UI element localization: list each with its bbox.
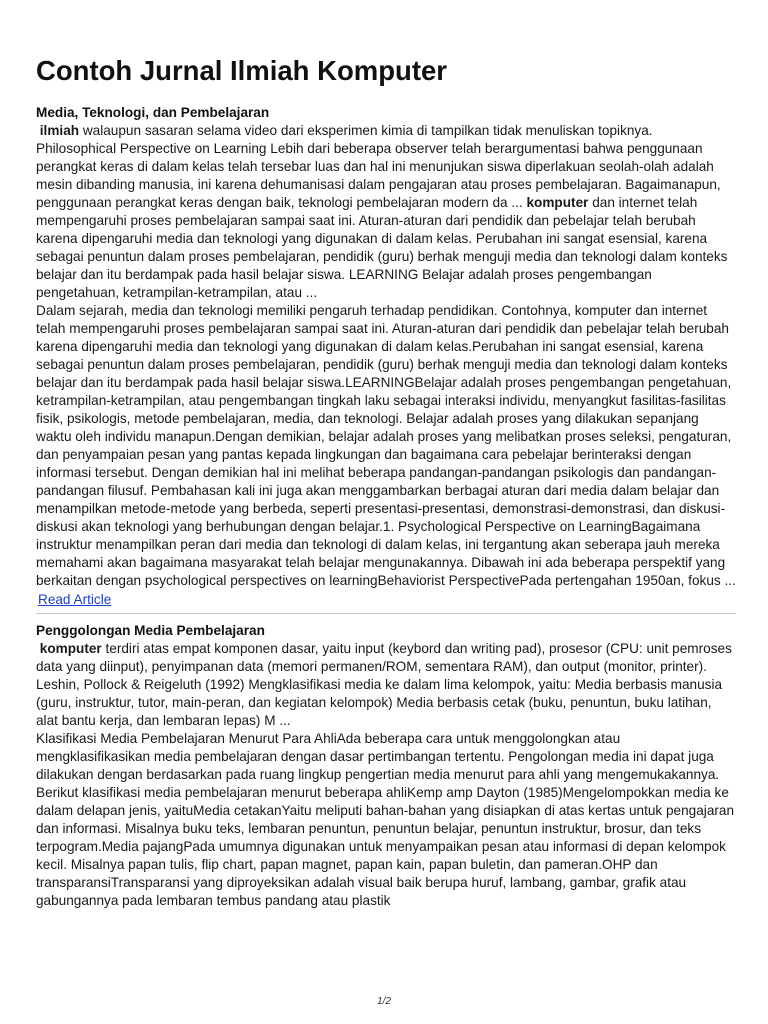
section-heading: Media, Teknologi, dan Pembelajaran	[36, 105, 270, 120]
snippet-text: terdiri atas empat komponen dasar, yaitu input (keybord dan writing pad), prosesor (CPU: unit pemroses data yang diinput), penyimpanan data (memori permanen/ROM, sementara RAM), dan output (monitor, printer). Leshin, Pollock & Reigeluth (1992) Mengklasifikasi media ke dalam lima kelompok, yaitu: Media berbasis manusia (guru, instruktur, tutor, main-peran, dan kegiatan kelompok) Media berbasis cetak (buku, penuntun, buku latihan, alat bantu kerja, dan lembaran lepas) M ...	[36, 641, 732, 728]
keyword-highlight: komputer	[39, 641, 102, 656]
page-number: 1/2	[377, 996, 391, 1007]
section-heading: Penggolongan Media Pembelajaran	[36, 623, 265, 638]
section-body: Dalam sejarah, media dan teknologi memiliki pengaruh terhadap pendidikan. Contohnya, komputer dan internet telah mempengaruhi proses pembelajaran sampai saat ini. Aturan-aturan dari pendidik dan pebelajar telah berubah karena dipengaruhi media dan teknologi yang digunakan di dalam kelas.Perubahan ini sangat esensial, karena sebagai penuntun dalam proses pembelajaran, pendidik (guru) berhak menguji media dan teknologi dalam konteks belajar dan itu berdampak pada hasil belajar siswa.LEARNINGBelajar adalah proses pengembangan pengetahuan, ketrampilan-ketrampilan, atau pengembangan tingkah laku sebagai interaksi individu, menyangkut fasilitas-fasilitas fisik, psikologis, metode pembelajaran, media, dan teknologi. Belajar adalah proses yang dilakukan sepanjang waktu oleh individu manapun.Dengan demikian, belajar adalah proses yang melibatkan proses seleksi, pengaturan, dan penyampaian pesan yang pantas kepada lingkungan dan bagaimana cara pebelajar berinteraksi dengan informasi tersebut. Dengan demikian hal ini melihat beberapa pandangan-pandangan psikologis dan pandangan-pandangan filusuf. Pembahasan kali ini juga akan menggambarkan berbagai aturan dari media dalam belajar dan menampilkan metode-metode yang berbeda, seperti presentasi-presentasi, demonstrasi-demonstrasi, dan diskusi-diskusi akan teknologi yang berhubungan dengan belajar.1. Psychological Perspective on LearningBagaimana instruktur menampilkan peran dari media dan teknologi di dalam kelas, ini tergantung akan seberapa jauh mereka memahami akan bagaimana masyarakat telah belajar mengunakannya. Dibawah ini ada beberapa perspektif yang berkaitan dengan psychological perspectives on learningBehaviorist PerspectivePada pertengahan 1950an, fokus ...	[36, 303, 736, 588]
section-snippet	[36, 640, 736, 730]
section-snippet	[36, 122, 736, 302]
read-article-link[interactable]: Read Article	[38, 592, 112, 607]
snippet-text: dan internet telah mempengaruhi proses pembelajaran sampai saat ini. Aturan-aturan dari pendidik dan pebelajar telah berubah karena dipengaruhi media dan teknologi yang digunakan di dalam kelas. Perubahan ini sangat esensial, karena sebagai penuntun dalam proses pembelajaran, pendidik (guru) berhak menguji media dan teknologi dalam konteks belajar dan itu berdampak pada hasil belajar siswa. LEARNING Belajar adalah proses pengembangan pengetahuan, ketrampilan-ketrampilan, atau ...	[36, 195, 728, 300]
section-divider	[36, 613, 736, 614]
page-title: Contoh Jurnal Ilmiah Komputer	[36, 55, 447, 86]
document-page	[36, 52, 736, 910]
section-body: Klasifikasi Media Pembelajaran Menurut Para AhliAda beberapa cara untuk menggolongkan atau mengklasifikasikan media pembelajaran dengan dasar pertimbangan tertentu. Pengolongan media ini dapat juga dilakukan dengan berdasarkan pada ruang lingkup pengertian media menurut para ahli yang mengemukakannya. Berikut klasifikasi media pembelajaran menurut beberapa ahliKemp amp Dayton (1985)Mengelompokkan media ke dalam delapan jenis, yaituMedia cetakanYaitu meliputi bahan-bahan yang disiapkan di atas kertas untuk pengajaran dan informasi. Misalnya buku teks, lembaran penuntun, penuntun belajar, penuntun instruktur, brosur, dan teks terpogram.Media pajangPada umumnya digunakan untuk menyampaikan pesan atau informasi di depan kelompok kecil. Misalnya papan tulis, flip chart, papan magnet, papan kain, papan buletin, dan pameran.OHP dan transparansiTransparansi yang diproyeksikan adalah visual baik berupa huruf, lambang, gambar, grafik atau gabungannya pada lembaran tembus pandang atau plastik	[36, 731, 735, 908]
section-media-teknologi	[36, 104, 736, 609]
section-penggolongan-media	[36, 622, 736, 910]
keyword-highlight: komputer	[526, 195, 589, 210]
keyword-highlight: ilmiah	[39, 123, 80, 138]
snippet-text: walaupun sasaran selama video dari eksperimen kimia di tampilkan tidak menuliskan topiknya. Philosophical Perspective on Learning Lebih dari beberapa observer telah berargumentasi bahwa penggunaan perangkat keras di dalam kelas telah tersebar luas dan hal ini menunjukan siswa diperlakuan seolah-olah adalah mesin dibanding manusia, ini karena dehumanisasi dalam pengajaran atau proses pembelajaran. Bagaimanapun, penggunaan perangkat keras dengan baik, teknologi pembelajaran modern da ...	[36, 123, 721, 210]
